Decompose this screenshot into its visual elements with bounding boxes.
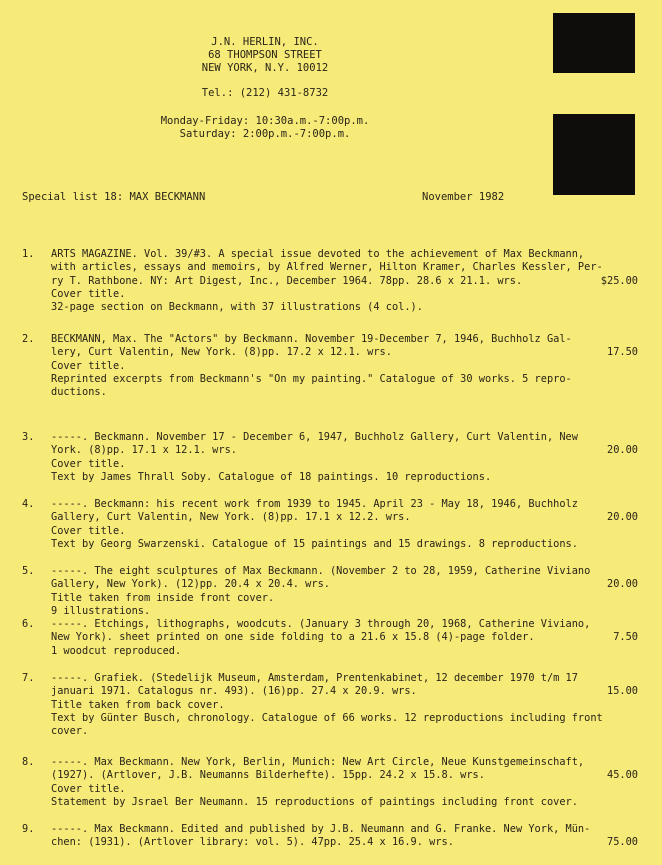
entry-line: ry T. Rathbone. NY: Art Digest, Inc., December 1964. 78pp. 28.6 x 21.1. wrs. bbox=[51, 274, 523, 287]
entry-line: Statement by Jsrael Ber Neumann. 15 reproductions of paintings including front cover. bbox=[51, 795, 578, 808]
entry-number: 8. bbox=[22, 756, 35, 768]
entry-line: Cover title. bbox=[51, 457, 126, 470]
black-rectangle-top bbox=[553, 13, 635, 73]
entry-number: 1. bbox=[22, 248, 35, 260]
entry-line: 32-page section on Beckmann, with 37 illustrations (4 col.). bbox=[51, 301, 423, 314]
entry-line: BECKMANN, Max. The "Actors" by Beckmann. November 19-December 7, 1946, Buchholz Gal- bbox=[51, 333, 572, 345]
entry-line: Cover title. bbox=[51, 287, 126, 300]
entry-line: Title taken from back cover. bbox=[51, 698, 225, 711]
entry-line: cover. bbox=[51, 725, 89, 738]
entry-price: 7.50 bbox=[613, 631, 638, 644]
catalogue-entry bbox=[22, 756, 638, 809]
entry-line: -----. Max Beckmann. Edited and published by J.B. Neumann and G. Franke. New York, Mün- bbox=[51, 823, 591, 835]
letterhead bbox=[150, 36, 380, 141]
hours-saturday: Saturday: 2:00p.m.-7:00p.m. bbox=[179, 128, 351, 141]
entry-line: Text by James Thrall Soby. Catalogue of 18 paintings. 10 reproductions. bbox=[51, 470, 492, 483]
list-date: November 1982 bbox=[422, 191, 505, 203]
entry-price: 45.00 bbox=[607, 769, 638, 782]
catalogue-entry bbox=[22, 565, 638, 618]
company-telephone: Tel.: (212) 431-8732 bbox=[201, 86, 329, 99]
entry-number: 3. bbox=[22, 431, 35, 443]
entry-line: New York). sheet printed on one side folding to a 21.6 x 15.8 (4)-page folder. bbox=[51, 631, 535, 644]
company-name: J.N. HERLIN, INC. bbox=[211, 36, 319, 48]
entry-line: Gallery, Curt Valentin, New York. (8)pp. 17.1 x 12.2. wrs. bbox=[51, 511, 411, 524]
hours-weekday: Monday-Friday: 10:30a.m.-7:00p.m. bbox=[160, 114, 370, 127]
entry-line: -----. Beckmann: his recent work from 1939 to 1945. April 23 - May 18, 1946, Buchholz bbox=[51, 498, 578, 510]
catalogue-entry bbox=[22, 672, 638, 738]
entry-line: Text by Georg Swarzenski. Catalogue of 15 paintings and 15 drawings. 8 reproductions. bbox=[51, 537, 578, 550]
entry-line: Gallery, New York). (12)pp. 20.4 x 20.4. wrs. bbox=[51, 578, 330, 591]
entry-line: (1927). (Artlover, J.B. Neumanns Bilderhefte). 15pp. 24.2 x 15.8. wrs. bbox=[51, 769, 485, 782]
entry-price: 17.50 bbox=[607, 346, 638, 359]
entry-line: -----. Max Beckmann. New York, Berlin, Munich: New Art Circle, Neue Kunstgemeinschaft, bbox=[51, 756, 585, 768]
entry-price: 20.00 bbox=[607, 578, 638, 591]
catalogue-entry bbox=[22, 248, 638, 314]
entry-line: Reprinted excerpts from Beckmann's "On my painting." Catalogue of 30 works. 5 repro- bbox=[51, 372, 572, 385]
entry-line: lery, Curt Valentin, New York. (8)pp. 17.2 x 12.1. wrs. bbox=[51, 346, 392, 359]
entry-line: Cover title. bbox=[51, 524, 126, 537]
company-street: 68 THOMPSON STREET bbox=[208, 49, 322, 62]
entry-line: -----. Beckmann. November 17 - December 6, 1947, Buchholz Gallery, Curt Valentin, New bbox=[51, 431, 578, 443]
list-title: Special list 18: MAX BECKMANN bbox=[22, 191, 206, 203]
entry-line: -----. Grafiek. (Stedelijk Museum, Amsterdam, Prentenkabinet, 12 december 1970 t/m 17 bbox=[51, 672, 578, 684]
entry-line: 1 woodcut reproduced. bbox=[51, 644, 182, 657]
catalogue-entry bbox=[22, 618, 638, 658]
entry-line: Cover title. bbox=[51, 782, 126, 795]
entry-line: 9 illustrations. bbox=[51, 604, 151, 617]
entry-price: 75.00 bbox=[607, 836, 638, 849]
catalogue-entry bbox=[22, 498, 638, 551]
entry-number: 2. bbox=[22, 333, 35, 345]
catalogue-entry bbox=[22, 333, 638, 399]
entry-number: 4. bbox=[22, 498, 35, 510]
black-rectangle-middle bbox=[553, 114, 635, 195]
entry-price: 20.00 bbox=[607, 444, 638, 457]
entry-number: 6. bbox=[22, 618, 35, 630]
entry-line: januari 1971. Catalogus nr. 493). (16)pp. 27.4 x 20.9. wrs. bbox=[51, 685, 417, 698]
entry-line: -----. The eight sculptures of Max Beckmann. (November 2 to 28, 1959, Catherine Viviano bbox=[51, 565, 591, 577]
entry-price: 15.00 bbox=[607, 685, 638, 698]
entry-line: Text by Günter Busch, chronology. Catalogue of 66 works. 12 reproductions including front bbox=[51, 711, 603, 724]
entry-number: 9. bbox=[22, 823, 35, 835]
entry-number: 7. bbox=[22, 672, 35, 684]
entry-line: ARTS MAGAZINE. Vol. 39/#3. A special issue devoted to the achievement of Max Beckmann, bbox=[51, 248, 585, 260]
catalogue-entry bbox=[22, 431, 638, 484]
entry-line: York. (8)pp. 17.1 x 12.1. wrs. bbox=[51, 444, 237, 457]
company-city: NEW YORK, N.Y. 10012 bbox=[201, 62, 329, 75]
entry-line: -----. Etchings, lithographs, woodcuts. (January 3 through 20, 1968, Catherine Viviano, bbox=[51, 618, 591, 630]
entry-line: chen: (1931). (Artlover library: vol. 5). 47pp. 25.4 x 16.9. wrs. bbox=[51, 836, 454, 849]
entry-line: Cover title. bbox=[51, 359, 126, 372]
entry-number: 5. bbox=[22, 565, 35, 577]
entry-price: $25.00 bbox=[600, 274, 638, 287]
entry-line: with articles, essays and memoirs, by Alfred Werner, Hilton Kramer, Charles Kessler, Per- bbox=[51, 261, 603, 274]
entry-line: Title taken from inside front cover. bbox=[51, 591, 275, 604]
entry-line: ductions. bbox=[51, 386, 107, 399]
catalogue-entry bbox=[22, 823, 638, 850]
entry-price: 20.00 bbox=[607, 511, 638, 524]
